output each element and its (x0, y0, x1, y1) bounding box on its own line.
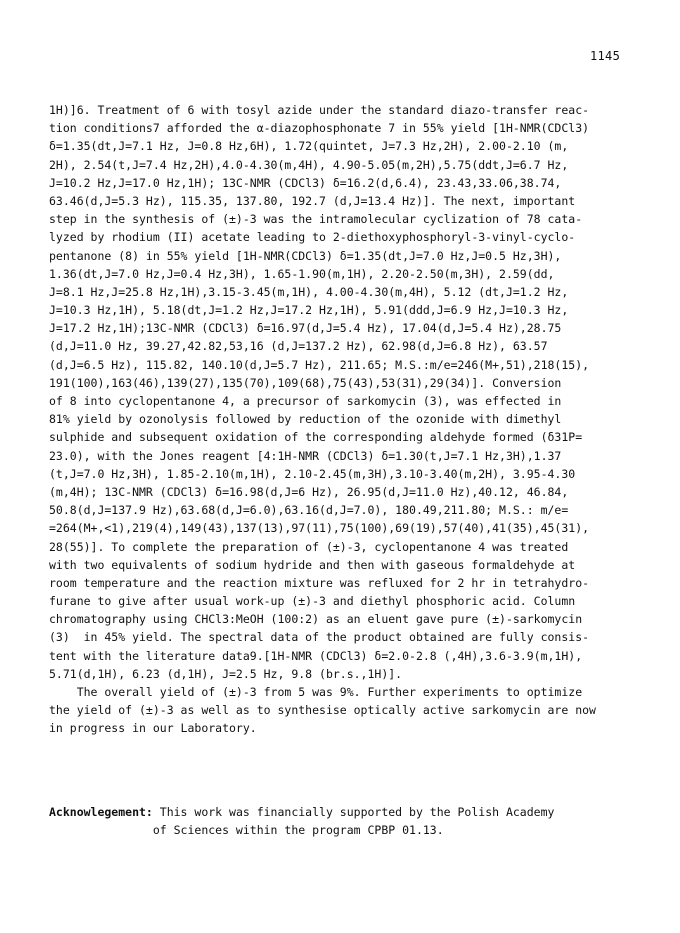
text-line: with two equivalents of sodium hydride and then with gaseous formaldehyde at (49, 557, 576, 572)
text-line: 5.71(d,1H), 6.23 (d,1H), J=2.5 Hz, 9.8 (br.s.,1H)]. (49, 666, 403, 681)
text-line: of 8 into cyclopentanone 4, a precursor of sarkomycin (3), was effected in (49, 394, 562, 408)
main-paragraph (49, 101, 649, 738)
acknowledgement-label: Acknowlegement: (49, 805, 153, 819)
text-line: tent with the literature data9.[1H-NMR (CDCl3) δ=2.0-2.8 (,4H),3.6-3.9(m,1H), (49, 648, 583, 663)
text-line: pentanone (8) in 55% yield [1H-NMR(CDCl3) δ=1.35(dt,J=7.0 Hz,J=0.5 Hz,3H), (49, 248, 562, 263)
text-line: 23.0), with the Jones reagent [4:1H-NMR (CDCl3) δ=1.30(t,J=7.1 Hz,3H),1.37 (49, 448, 562, 463)
text-line: δ=1.35(dt,J=7.1 Hz, J=0.8 Hz,6H), 1.72(quintet, J=7.3 Hz,2H), 2.00-2.10 (m, (49, 139, 569, 154)
text-line: (d,J=6.5 Hz), 115.82, 140.10(d,J=5.7 Hz), 211.65; M.S.:m/e=246(M+,51),218(15), (49, 357, 590, 372)
text-line: (t,J=7.0 Hz,3H), 1.85-2.10(m,1H), 2.10-2.45(m,3H),3.10-3.40(m,2H), 3.95-4.30 (49, 466, 576, 481)
text-line: tion conditions7 afforded the α-diazophosphonate 7 in 55% yield [1H-NMR(CDCl3) (49, 121, 590, 136)
text-line: 191(100),163(46),139(27),135(70),109(68),75(43),53(31),29(34)]. Conversion (49, 375, 562, 390)
acknowledgement-line-1 (49, 803, 649, 821)
text-line: The overall yield of (±)-3 from 5 was 9%. Further experiments to optimize (49, 685, 583, 699)
text-line: (m,4H); 13C-NMR (CDCl3) δ=16.98(d,J=6 Hz), 26.95(d,J=11.0 Hz),40.12, 46.84, (49, 484, 569, 499)
text-line: (d,J=11.0 Hz, 39.27,42.82,53,16 (d,J=137.2 Hz), 62.98(d,J=6.8 Hz), 63.57 (49, 339, 548, 354)
text-line: J=17.2 Hz,1H);13C-NMR (CDCl3) δ=16.97(d,J=5.4 Hz), 17.04(d,J=5.4 Hz),28.75 (49, 321, 562, 336)
text-line: (3) in 45% yield. The spectral data of the product obtained are fully consis- (49, 630, 590, 645)
text-line: chromatography using CHCl3:MeOH (100:2) as an eluent gave pure (±)-sarkomycin (49, 612, 583, 627)
text-line: 1.36(dt,J=7.0 Hz,J=0.4 Hz,3H), 1.65-1.90(m,1H), 2.20-2.50(m,3H), 2.59(dd, (49, 266, 555, 281)
text-line: J=10.3 Hz,1H), 5.18(dt,J=1.2 Hz,J=17.2 Hz,1H), 5.91(ddd,J=6.9 Hz,J=10.3 Hz, (49, 303, 569, 318)
text-line: furane to give after usual work-up (±)-3 and diethyl phosphoric acid. Column (49, 594, 576, 609)
acknowledgement-section (49, 803, 649, 839)
text-line: J=10.2 Hz,J=17.0 Hz,1H); 13C-NMR (CDCl3) δ=16.2(d,6.4), 23.43,33.06,38.74, (49, 175, 562, 190)
text-line: lyzed by rhodium (II) acetate leading to 2-diethoxyphosphoryl-3-vinyl-cyclo- (49, 230, 576, 245)
acknowledgement-line-2: of Sciences within the program CPBP 01.13. (49, 823, 444, 838)
text-line: 28(55)]. To complete the preparation of (±)-3, cyclopentanone 4 was treated (49, 539, 569, 554)
text-line: 2H), 2.54(t,J=7.4 Hz,2H),4.0-4.30(m,4H), 4.90-5.05(m,2H),5.75(ddt,J=6.7 Hz, (49, 157, 569, 172)
text-line: J=8.1 Hz,J=25.8 Hz,1H),3.15-3.45(m,1H), 4.00-4.30(m,4H), 5.12 (dt,J=1.2 Hz, (49, 284, 569, 299)
text-line: in progress in our Laboratory. (49, 721, 257, 736)
text-line: =264(M+,<1),219(4),149(43),137(13),97(11),75(100),69(19),57(40),41(35),45(31), (49, 521, 590, 536)
page-number: 1145 (590, 49, 621, 63)
acknowledgement-text: This work was financially supported by the Polish Academy (152, 805, 555, 819)
text-line: the yield of (±)-3 as well as to synthesise optically active sarkomycin are now (49, 703, 596, 718)
text-line: sulphide and subsequent oxidation of the corresponding aldehyde formed (δ31P= (49, 430, 583, 445)
text-line: 63.46(d,J=5.3 Hz), 115.35, 137.80, 192.7 (d,J=13.4 Hz)]. The next, important (49, 193, 576, 208)
text-line: 81% yield by ozonolysis followed by reduction of the ozonide with dimethyl (49, 412, 562, 427)
text-line: step in the synthesis of (±)-3 was the intramolecular cyclization of 78 cata- (49, 212, 583, 227)
text-line: room temperature and the reaction mixture was refluxed for 2 hr in tetrahydro- (49, 575, 590, 590)
text-line: 1H)]6. Treatment of 6 with tosyl azide under the standard diazo-transfer reac- (49, 103, 590, 117)
text-line: 50.8(d,J=137.9 Hz),63.68(d,J=6.0),63.16(d,J=7.0), 180.49,211.80; M.S.: m/e= (49, 503, 569, 518)
